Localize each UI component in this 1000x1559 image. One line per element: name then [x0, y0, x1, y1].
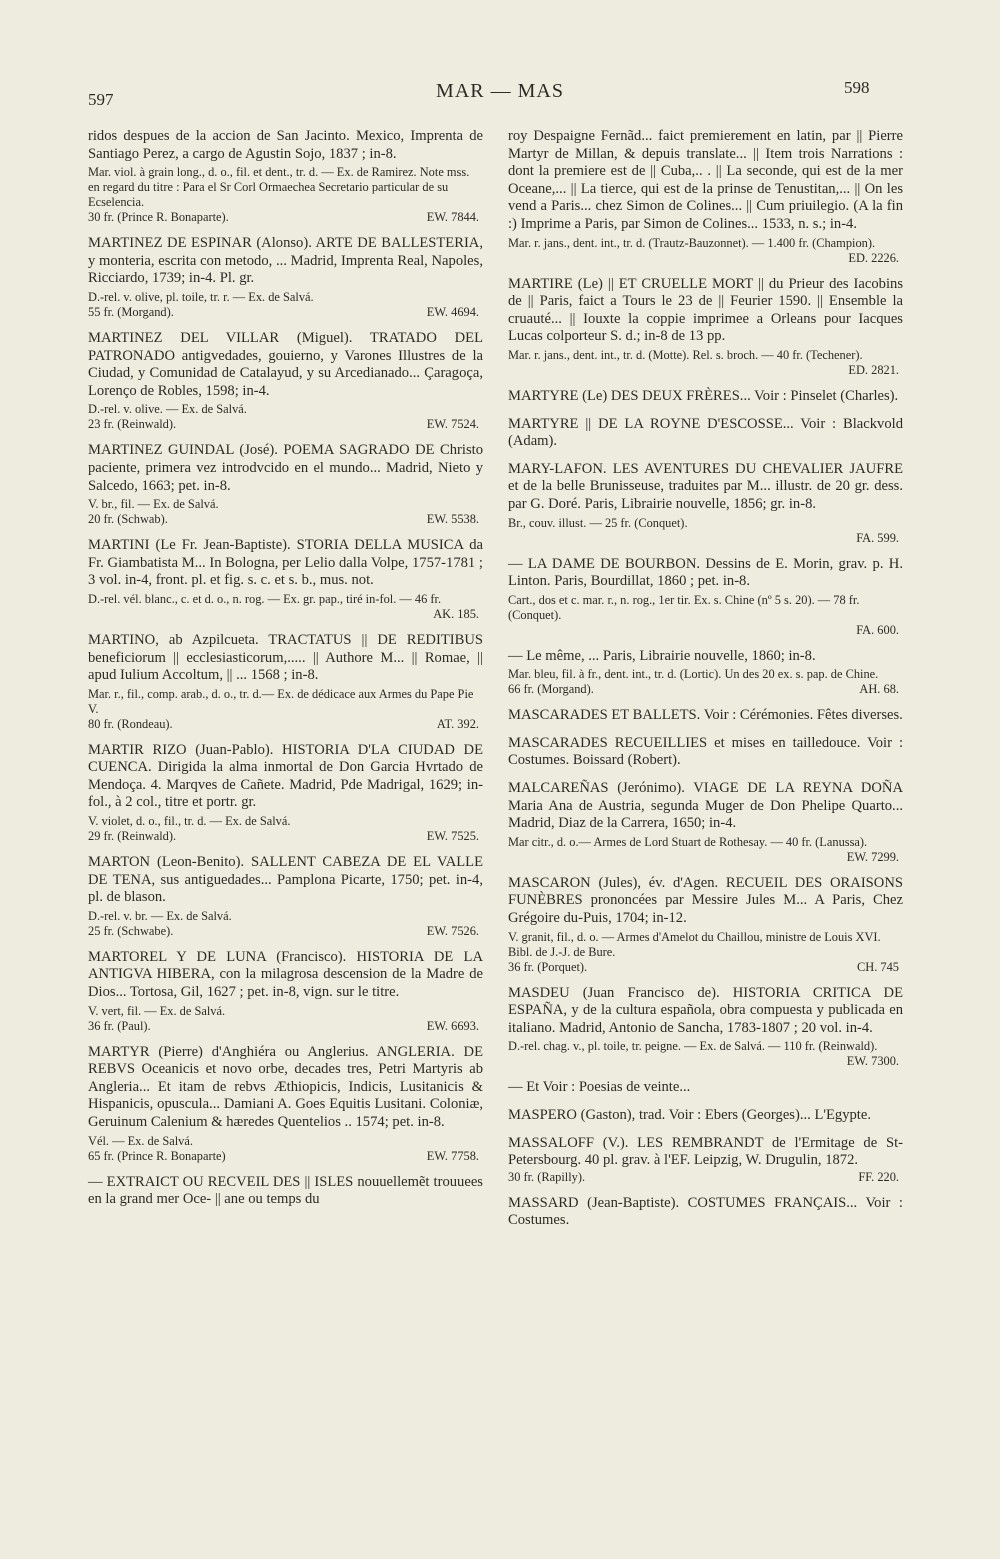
catalogue-entry: [88, 1044, 483, 1164]
catalogue-entry: [508, 1135, 903, 1185]
entry-description: MASDEU (Juan Francisco de). HISTORIA CRITICA DE ESPAÑA, y de la cultura española, obra compuesta y publicada en italiano. Madrid, Antonio de Sancha, 1783-1807 ; 20 vol. in-4.: [508, 984, 903, 1036]
catalogue-entry: [508, 875, 903, 975]
copy-note: Mar. r. jans., dent. int., tr. d. (Trautz-Bauzonnet). — 1.400 fr. (Champion).: [508, 235, 876, 250]
catalogue-reference: EW. 4694.: [426, 304, 479, 319]
catalogue-entry: [508, 388, 903, 406]
catalogue-entry: [508, 416, 903, 451]
catalogue-reference: CH. 745: [857, 959, 899, 974]
entry-description: — EXTRAICT OU RECVEIL DES || ISLES nouuellemẽt trouuees en la grand mer Oce- || ane ou temps du: [88, 1173, 483, 1208]
right-column: [508, 128, 903, 1240]
sale-price: 65 fr. (Prince R. Bonaparte): [88, 1148, 226, 1163]
catalogue-reference: EW. 7299.: [846, 849, 899, 864]
catalogue-reference: EW. 7300.: [846, 1054, 899, 1069]
catalogue-reference: EW. 7525.: [426, 829, 479, 844]
entry-description: MASPERO (Gaston), trad. Voir : Ebers (Georges)... L'Egypte.: [508, 1107, 871, 1123]
page-number-left: 597: [88, 90, 114, 109]
catalogue-reference: FF. 220.: [858, 1169, 899, 1184]
entry-description: ridos despues de la accion de San Jacinto. Mexico, Imprenta de Santiago Perez, a cargo de Agustin Sojo, 1837 ; in-8.: [88, 128, 483, 162]
price-row: [508, 623, 903, 638]
sale-price: 25 fr. (Schwabe).: [88, 923, 174, 938]
entry-description: MARTINO, ab Azpilcueta. TRACTATUS || DE REDITIBUS beneficiorum || ecclesiasticorum,..... || Authore M... || Romae, || apud Iulium Accoltum, || ... 1568 ; in-8.: [88, 631, 483, 684]
price-row: [508, 1054, 903, 1069]
catalogue-reference: FA. 599.: [856, 530, 899, 545]
entry-description: MARTINEZ GUINDAL (José). POEMA SAGRADO DE Christo paciente, primera vez introdvcido en el mundo... Madrid, Nieto y Salcedo, 1663; pet. in-8.: [88, 442, 483, 494]
catalogue-entry: [508, 128, 903, 266]
catalogue-entry: [508, 1195, 903, 1230]
price-row: [88, 1019, 483, 1034]
copy-note: Vél. — Ex. de Salvá.: [88, 1133, 193, 1148]
sale-price: 36 fr. (Porquet).: [508, 959, 588, 974]
sale-price: 30 fr. (Prince R. Bonaparte).: [88, 210, 229, 225]
entry-description: MARTON (Leon-Benito). SALLENT CABEZA DE EL VALLE DE TENA, sus antiguedades... Pamplona Picarte, 1750; pet. in-4, pl. de blason.: [88, 854, 483, 906]
copy-note: D.-rel. vél. blanc., c. et d. o., n. rog. — Ex. gr. pap., tiré in-fol. — 46 fr.: [88, 591, 442, 606]
entry-description: — Et Voir : Poesias de veinte...: [508, 1079, 691, 1096]
copy-note: Mar. viol. à grain long., d. o., fil. et dent., tr. d. — Ex. de Ramirez. Note mss. en regard du titre : Para el Sr Corl Ormaechea Secretario particular de su Ecselencia.: [88, 165, 470, 210]
price-row: [508, 251, 903, 266]
entry-description: MARTIR RIZO (Juan-Pablo). HISTORIA D'LA CIUDAD DE CUENCA. Dirigida la alma inmortal de Don Garcia Hvrtado de Mendoça. 4. Marqves de Cañete. Madrid, Pde Madrigal, 1629; in-fol., à 2 col., titre et portr. gr.: [88, 741, 483, 811]
entry-description: MARTYRE (Le) DES DEUX FRÈRES... Voir : Pinselet (Charles).: [508, 387, 899, 404]
catalogue-entry: [88, 632, 483, 732]
catalogue-reference: EW. 6693.: [426, 1018, 479, 1033]
entry-description: MARTINEZ DE ESPINAR (Alonso). ARTE DE BALLESTERIA, y monteria, escrita con metodo, ... Madrid, Imprenta Real, Napoles, Ricciardo, 1739; in-4. Pl. gr.: [88, 235, 483, 287]
catalogue-entry: [88, 537, 483, 622]
catalogue-entry: [508, 1107, 903, 1125]
entry-description: — LA DAME DE BOURBON. Dessins de E. Morin, grav. p. H. Linton. Paris, Bourdillat, 1860 ; pet. in-8.: [508, 555, 903, 590]
price-row: [508, 682, 903, 697]
sale-price: 23 fr. (Reinwald).: [88, 417, 177, 432]
price-row: [88, 607, 483, 622]
catalogue-entry: [88, 949, 483, 1034]
sale-price: 30 fr. (Rapilly).: [508, 1169, 586, 1184]
entry-description: MASSARD (Jean-Baptiste). COSTUMES FRANÇAIS... Voir : Costumes.: [508, 1194, 903, 1229]
sale-price: 80 fr. (Rondeau).: [88, 716, 173, 731]
catalogue-entry: [88, 235, 483, 320]
price-row: [508, 960, 903, 975]
catalogue-entry: [88, 742, 483, 844]
copy-note: Mar. r., fil., comp. arab., d. o., tr. d.— Ex. de dédicace aux Armes du Pape Pie V.: [88, 686, 474, 716]
catalogue-reference: EW. 7526.: [426, 923, 479, 938]
catalogue-entry: [88, 128, 483, 225]
left-column: [88, 128, 483, 1219]
catalogue-entry: [88, 330, 483, 432]
entry-description: MARY-LAFON. LES AVENTURES DU CHEVALIER JAUFRE et de la belle Brunisseuse, traduites par M... illustr. de 20 gr. dess. par G. Doré. Paris, Librairie nouvelle, 1856; gr. in-8.: [508, 460, 903, 512]
entry-description: MALCAREÑAS (Jerónimo). VIAGE DE LA REYNA DOÑA Maria Ana de Austria, segunda Muger de Don Phelipe Quarto... Madrid, Diaz de la Carrera, 1650; in-4.: [508, 780, 903, 832]
catalogue-reference: ED. 2821.: [848, 362, 899, 377]
copy-note: Br., couv. illust. — 25 fr. (Conquet).: [508, 515, 688, 530]
copy-note: D.-rel. v. br. — Ex. de Salvá.: [88, 908, 232, 923]
catalogue-entry: [508, 735, 903, 770]
copy-note: D.-rel. chag. v., pl. toile, tr. peigne. — Ex. de Salvá. — 110 fr. (Reinwald).: [508, 1039, 878, 1054]
catalogue-reference: ED. 2226.: [848, 250, 899, 265]
sale-price: 66 fr. (Morgand).: [508, 682, 594, 697]
price-row: [88, 210, 483, 225]
price-row: [508, 363, 903, 378]
page-header: [0, 74, 1000, 114]
entry-description: MARTYR (Pierre) d'Anghiéra ou Anglerius. ANGLERIA. DE REBVS Oceanicis et novo orbe, decades tres, Petri Martyris ab Angleria... Et itam de rebvs Æthiopicis, Indicis, Lusitanicis & Hispanicis, opuscula... Damiani A. Goes Equitis Lusitani. Coloniæ, Geruinum Calenium & hæredes Quentelios .. 1574; pet. in-8.: [88, 1043, 483, 1130]
catalogue-reference: EW. 7844.: [426, 210, 479, 225]
price-row: [88, 924, 483, 939]
running-title: MAR — MAS: [436, 80, 564, 102]
entry-description: — Le même, ... Paris, Librairie nouvelle, 1860; in-8.: [508, 647, 816, 664]
price-row: [508, 850, 903, 865]
copy-note: Mar. r. jans., dent. int., tr. d. (Motte). Rel. s. broch. — 40 fr. (Techener).: [508, 347, 863, 362]
entry-description: MARTOREL Y DE LUNA (Francisco). HISTORIA DE LA ANTIGVA HIBERA, con la milagrosa descension de la Madre de Dios... Tortosa, Gil, 1627 ; pet. in-8, vign. sur le titre.: [88, 948, 483, 1001]
entry-description: MARTINI (Le Fr. Jean-Baptiste). STORIA DELLA MUSICA da Fr. Giambatista M... In Bologna, per Lelio dalla Volpe, 1757-1781 ; 3 vol. in-4, front. pl. et fig. s. c. et s. b., mus. not.: [88, 537, 483, 589]
catalogue-entry: [88, 442, 483, 527]
price-row: [88, 717, 483, 732]
price-row: [88, 417, 483, 432]
price-row: [88, 305, 483, 320]
copy-note: D.-rel. v. olive, pl. toile, tr. r. — Ex. de Salvá.: [88, 289, 314, 304]
catalogue-entry: [508, 276, 903, 378]
entry-description: MARTYRE || DE LA ROYNE D'ESCOSSE... Voir : Blackvold (Adam).: [508, 415, 903, 450]
catalogue-entry: [508, 780, 903, 865]
catalogue-entry: [508, 461, 903, 546]
catalogue-entry: [508, 648, 903, 698]
catalogue-reference: EW. 7524.: [426, 417, 479, 432]
catalogue-entry: [88, 854, 483, 939]
sale-price: 29 fr. (Reinwald).: [88, 829, 177, 844]
price-row: [508, 531, 903, 546]
entry-description: MASSALOFF (V.). LES REMBRANDT de l'Ermitage de St-Petersbourg. 40 pl. grav. à l'EF. Leipzig, W. Drugulin, 1872.: [508, 1134, 903, 1169]
copy-note: Mar. bleu, fil. à fr., dent. int., tr. d. (Lortic). Un des 20 ex. s. pap. de Chine.: [508, 667, 879, 682]
copy-note: D.-rel. v. olive. — Ex. de Salvá.: [88, 402, 247, 417]
catalogue-reference: AT. 392.: [436, 716, 479, 731]
entry-description: MASCARADES RECUEILLIES et mises en tailledouce. Voir : Costumes. Boissard (Robert).: [508, 734, 903, 769]
entry-description: MARTINEZ DEL VILLAR (Miguel). TRATADO DEL PATRONADO antigvedades, gouierno, y Varones Illustres de la Ciudad, y Comunidad de Catalayud, y su Arcedianado... Çaragoça, Lorenço de Robles, 1598; in-4.: [88, 329, 483, 399]
catalogue-reference: AH. 68.: [859, 682, 899, 697]
catalogue-entry: [508, 707, 903, 725]
sale-price: 36 fr. (Paul).: [88, 1018, 151, 1033]
sale-price: 55 fr. (Morgand).: [88, 304, 174, 319]
catalogue-entry: [508, 1079, 903, 1097]
catalogue-reference: AK. 185.: [433, 606, 479, 621]
price-row: [508, 1170, 903, 1185]
entry-description: MARTIRE (Le) || ET CRUELLE MORT || du Prieur des Iacobins de || Paris, faict a Tours le 23 de || Feurier 1590. || Ensemble la cruauté... || Iouxte la coppie imprimee a Orleans pour Iacques Lucas colporteur S. d.; in-8 de 13 pp.: [508, 275, 903, 345]
copy-note: V. violet, d. o., fil., tr. d. — Ex. de Salvá.: [88, 814, 291, 829]
catalogue-entry: [508, 985, 903, 1070]
sale-price: 20 fr. (Schwab).: [88, 512, 168, 527]
entry-description: MASCARON (Jules), év. d'Agen. RECUEIL DES ORAISONS FUNÈBRES prononcées par Messire Jules M... A Paris, Chez Grégoire du-Puis, 1704; in-12.: [508, 874, 903, 927]
catalogue-reference: EW. 5538.: [426, 512, 479, 527]
price-row: [88, 512, 483, 527]
entry-description: MASCARADES ET BALLETS. Voir : Cérémonies. Fêtes diverses.: [508, 707, 903, 724]
copy-note: V. br., fil. — Ex. de Salvá.: [88, 497, 219, 512]
copy-note: Mar citr., d. o.— Armes de Lord Stuart de Rothesay. — 40 fr. (Lanussa).: [508, 834, 868, 849]
price-row: [88, 829, 483, 844]
copy-note: V. vert, fil. — Ex. de Salvá.: [88, 1003, 226, 1018]
page-number-right: 598: [844, 78, 870, 97]
copy-note: V. granit, fil., d. o. — Armes d'Amelot du Chaillou, ministre de Louis XVI. Bibl. de J.-J. de Bure.: [508, 929, 881, 959]
price-row: [88, 1149, 483, 1164]
entry-description: roy Despaigne Fernãd... faict premierement en latin, par || Pierre Martyr de Millan, & depuis translate... || Item trois Narrations : dont la premiere est de || Cuba,.. . || La seconde, qui est de la mer Oceane,... || La tierce, qui est de la prinse de Tenustitan,... || On les vend a Paris... chez Simon de Colines... || Cum priuilegio. (A la fin :) Imprime a Paris, par Simon de Colines... 1533, n. s.; in-4.: [508, 128, 903, 232]
catalogue-reference: EW. 7758.: [426, 1148, 479, 1163]
catalogue-entry: [88, 1174, 483, 1209]
catalogue-entry: [508, 556, 903, 638]
catalogue-reference: FA. 600.: [856, 622, 899, 637]
copy-note: Cart., dos et c. mar. r., n. rog., 1er tir. Ex. s. Chine (nº 5 s. 20). — 78 fr. (Conquet).: [508, 592, 860, 622]
